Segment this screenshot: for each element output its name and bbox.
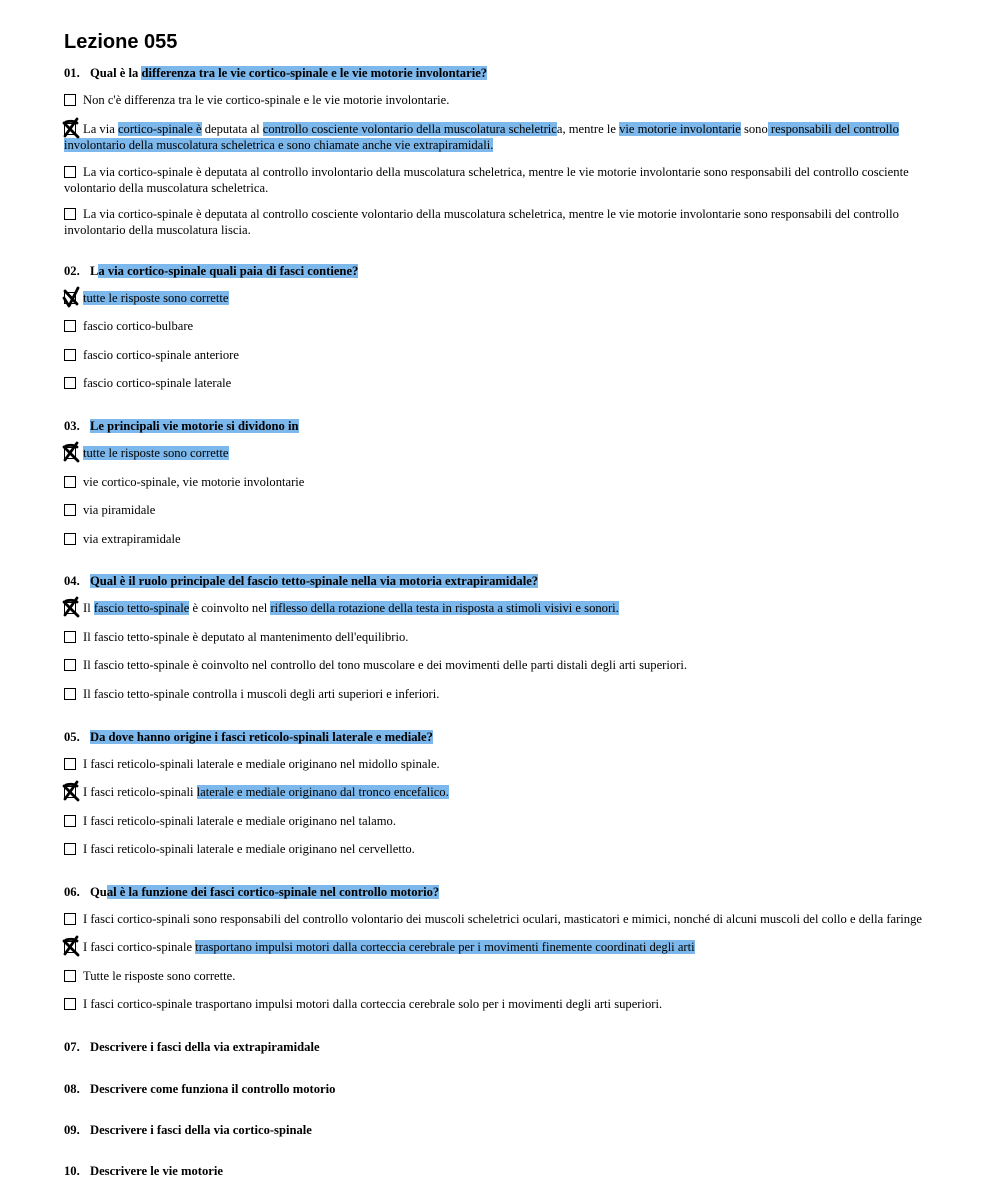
answer-option[interactable]	[64, 912, 944, 928]
highlighted-text: laterale e mediale originano dal tronco encefalico.	[196, 785, 449, 799]
answer-checkbox[interactable]	[64, 998, 76, 1010]
question-text-segment: L	[90, 264, 99, 278]
answer-checkbox[interactable]	[64, 447, 76, 459]
question-number: 06.	[64, 885, 80, 899]
answer-checkbox[interactable]	[64, 94, 76, 106]
answer-text-segment: I fasci reticolo-spinali laterale e mediale originano nel midollo spinale.	[83, 757, 440, 771]
highlighted-text: vie motorie involontarie	[619, 122, 741, 136]
open-question-10	[64, 1164, 944, 1180]
question-1-text	[64, 66, 944, 82]
highlighted-text: a via cortico-spinale quali paia di fasci contiene?	[98, 264, 359, 278]
answer-text-segment: Il fascio tetto-spinale controlla i muscoli degli arti superiori e inferiori.	[83, 687, 440, 701]
answer-text-segment: fascio cortico-spinale anteriore	[83, 348, 239, 362]
answer-option[interactable]	[64, 348, 944, 364]
answer-option[interactable]	[64, 207, 944, 238]
answer-checkbox[interactable]	[64, 913, 76, 925]
answer-option[interactable]	[64, 785, 944, 801]
answer-option[interactable]	[64, 630, 944, 646]
answer-option[interactable]	[64, 503, 944, 519]
answer-text-segment: deputata al	[201, 122, 263, 136]
question-text-segment: Descrivere come funziona il controllo motorio	[90, 1082, 336, 1096]
answer-text-segment: è coinvolto nel	[189, 601, 271, 615]
answer-option[interactable]	[64, 446, 944, 462]
question-number: 02.	[64, 264, 80, 278]
answer-option[interactable]	[64, 757, 944, 773]
answer-checkbox[interactable]	[64, 533, 76, 545]
question-number: 08.	[64, 1082, 80, 1096]
answer-text-segment: sono	[740, 122, 768, 136]
highlighted-text: controllo cosciente volontario della muscolatura scheletric	[262, 122, 557, 136]
highlighted-text: Le principali vie motorie si dividono in	[90, 419, 299, 433]
answer-option[interactable]	[64, 969, 944, 985]
answer-checkbox[interactable]	[64, 631, 76, 643]
answer-option[interactable]	[64, 122, 944, 153]
answer-checkbox[interactable]	[64, 941, 76, 953]
answer-text-segment: I fasci reticolo-spinali laterale e mediale originano nel talamo.	[83, 814, 396, 828]
answer-option[interactable]	[64, 658, 944, 674]
answer-text-segment: La via	[83, 122, 118, 136]
question-number: 04.	[64, 574, 80, 588]
question-3-text	[64, 419, 944, 435]
answer-checkbox[interactable]	[64, 758, 76, 770]
answer-checkbox[interactable]	[64, 320, 76, 332]
answer-text-segment: I fasci cortico-spinale	[83, 940, 196, 954]
answer-option[interactable]	[64, 93, 944, 109]
highlighted-text: tutte le risposte sono corrette	[83, 446, 229, 460]
answer-checkbox[interactable]	[64, 970, 76, 982]
answer-text-segment: via extrapiramidale	[83, 532, 181, 546]
answer-checkbox[interactable]	[64, 786, 76, 798]
answer-option[interactable]	[64, 475, 944, 491]
answer-option[interactable]	[64, 291, 944, 307]
question-text-segment: Qu	[90, 885, 107, 899]
question-number: 01.	[64, 66, 80, 80]
answer-text-segment: Il	[83, 601, 94, 615]
highlighted-text: differenza tra le vie cortico-spinale e le vie motorie involontarie?	[141, 66, 488, 80]
question-number: 09.	[64, 1123, 80, 1137]
highlighted-text: trasportano impulsi motori dalla corteccia cerebrale per i movimenti finemente coordinati degli arti	[195, 940, 695, 954]
answer-option[interactable]	[64, 376, 944, 392]
question-text-segment: Qual è la	[90, 66, 142, 80]
answer-checkbox[interactable]	[64, 659, 76, 671]
page-title: Lezione 055	[64, 31, 178, 53]
question-number: 05.	[64, 730, 80, 744]
answer-text-segment: a, mentre le	[556, 122, 620, 136]
answer-text-segment: fascio cortico-spinale laterale	[83, 376, 232, 390]
answer-checkbox[interactable]	[64, 208, 76, 220]
answer-text-segment: I fasci reticolo-spinali	[83, 785, 197, 799]
answer-option[interactable]	[64, 842, 944, 858]
answer-text-segment: Non c'è differenza tra le vie cortico-spinale e le vie motorie involontarie.	[83, 93, 450, 107]
open-question-7	[64, 1040, 944, 1056]
answer-text-segment: I fasci cortico-spinali sono responsabili del controllo volontario dei muscoli scheletrici oculari, masticatori e mimici, nonché di alcuni muscoli del collo e della faringe	[83, 912, 922, 926]
answer-option[interactable]	[64, 997, 944, 1013]
highlighted-text: riflesso della rotazione della testa in risposta a stimoli visivi e sonori.	[270, 601, 619, 615]
question-number: 07.	[64, 1040, 80, 1054]
question-4-text	[64, 574, 944, 590]
question-text-segment: Descrivere i fasci della via cortico-spinale	[90, 1123, 312, 1137]
answer-option[interactable]	[64, 940, 944, 956]
answer-option[interactable]	[64, 532, 944, 548]
answer-checkbox[interactable]	[64, 815, 76, 827]
answer-text-segment: I fasci cortico-spinale trasportano impulsi motori dalla corteccia cerebrale solo per i movimenti degli arti superiori.	[83, 997, 663, 1011]
highlighted-text: fascio tetto-spinale	[93, 601, 190, 615]
highlighted-text: Da dove hanno origine i fasci reticolo-spinali laterale e mediale?	[90, 730, 433, 744]
answer-text-segment: fascio cortico-bulbare	[83, 319, 194, 333]
answer-option[interactable]	[64, 687, 944, 703]
answer-checkbox[interactable]	[64, 123, 76, 135]
answer-text-segment: I fasci reticolo-spinali laterale e mediale originano nel cervelletto.	[83, 842, 415, 856]
open-question-9	[64, 1123, 944, 1139]
answer-option[interactable]	[64, 601, 944, 617]
answer-checkbox[interactable]	[64, 292, 76, 304]
answer-text-segment: Tutte le risposte sono corrette.	[83, 969, 236, 983]
question-text-segment: Descrivere le vie motorie	[90, 1164, 223, 1178]
open-question-8	[64, 1082, 944, 1098]
question-number: 10.	[64, 1164, 80, 1178]
highlighted-text: cortico-spinale è	[117, 122, 202, 136]
answer-text-segment: Il fascio tetto-spinale è deputato al mantenimento dell'equilibrio.	[83, 630, 409, 644]
answer-checkbox[interactable]	[64, 688, 76, 700]
answer-text-segment: vie cortico-spinale, vie motorie involontarie	[83, 475, 305, 489]
question-text-segment: Descrivere i fasci della via extrapiramidale	[90, 1040, 320, 1054]
answer-text-segment: La via cortico-spinale è deputata al controllo involontario della muscolatura scheletrica, mentre le vie motorie involontarie sono responsabili del controllo cosciente volontario della muscolatura scheletrica.	[64, 165, 909, 195]
answer-checkbox[interactable]	[64, 843, 76, 855]
answer-checkbox[interactable]	[64, 602, 76, 614]
answer-option[interactable]	[64, 319, 944, 335]
question-5-text	[64, 730, 944, 746]
answer-checkbox[interactable]	[64, 349, 76, 361]
answer-option[interactable]	[64, 165, 944, 196]
answer-checkbox[interactable]	[64, 166, 76, 178]
question-2-text	[64, 264, 944, 280]
answer-text-segment: Il fascio tetto-spinale è coinvolto nel controllo del tono muscolare e dei movimenti delle parti distali degli arti superiori.	[83, 658, 687, 672]
answer-checkbox[interactable]	[64, 377, 76, 389]
question-number: 03.	[64, 419, 80, 433]
answer-checkbox[interactable]	[64, 504, 76, 516]
question-6-text	[64, 885, 944, 901]
answer-checkbox[interactable]	[64, 476, 76, 488]
highlighted-text: tutte le risposte sono corrette	[83, 291, 229, 305]
answer-text-segment: La via cortico-spinale è deputata al controllo cosciente volontario della muscolatura scheletrica, mentre le vie motorie involontarie sono responsabili del controllo involontario della muscolatura liscia.	[64, 207, 899, 237]
answer-option[interactable]	[64, 814, 944, 830]
highlighted-text: Qual è il ruolo principale del fascio tetto-spinale nella via motoria extrapiramidale?	[90, 574, 539, 588]
highlighted-text: responsabili del controllo involontario della muscolatura scheletrica e sono chiamate anche vie extrapiramidali.	[64, 122, 899, 152]
highlighted-text: al è la funzione dei fasci cortico-spinale nel controllo motorio?	[106, 885, 440, 899]
answer-text-segment: via piramidale	[83, 503, 156, 517]
